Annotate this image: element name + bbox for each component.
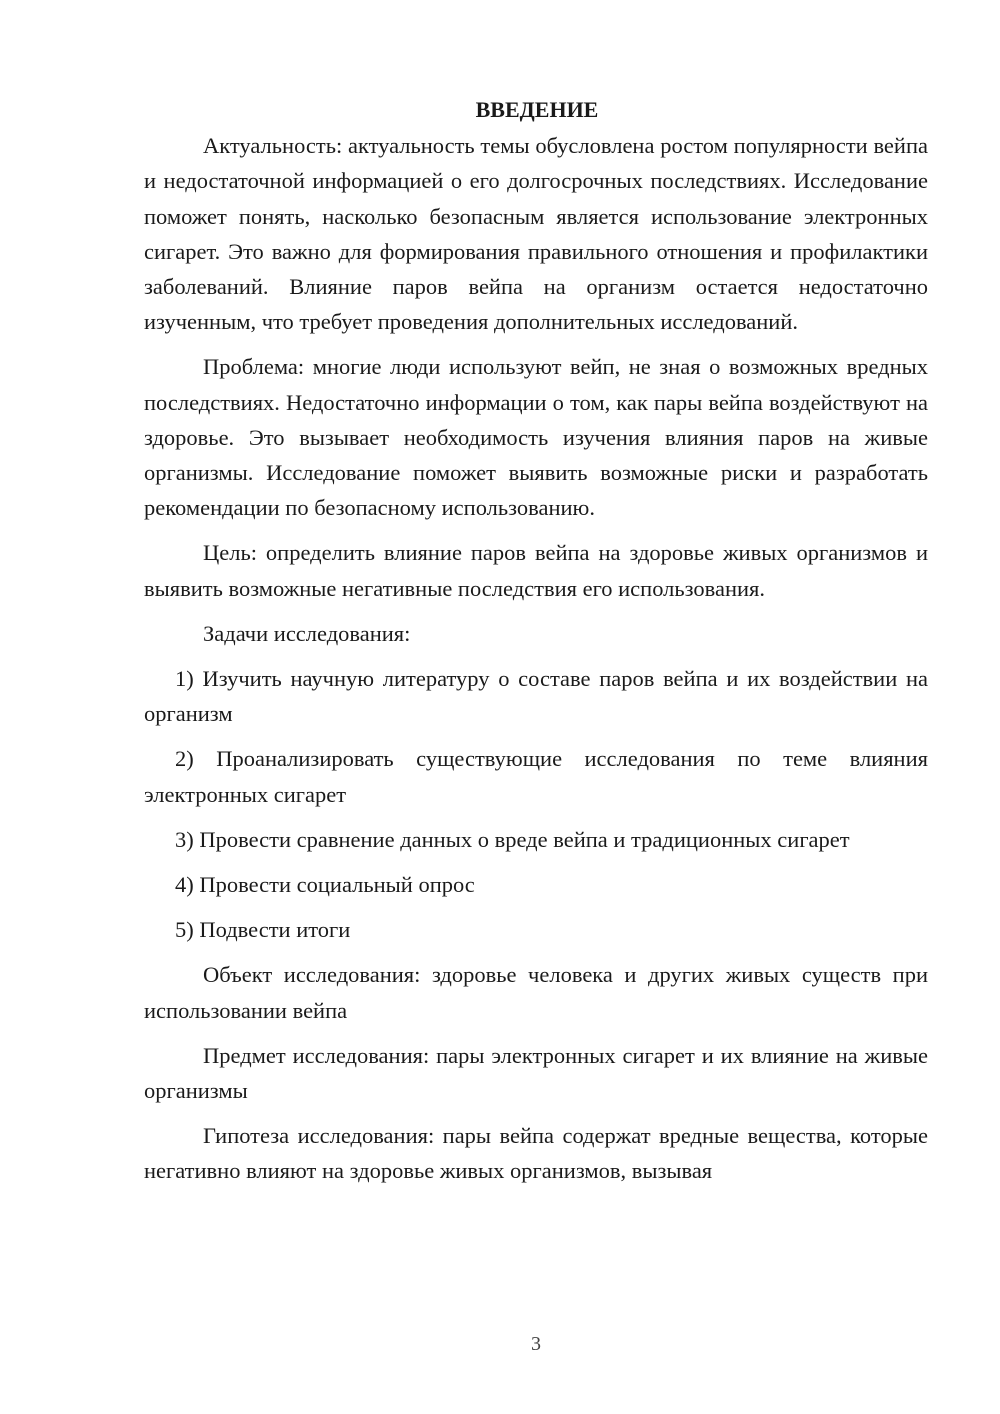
paragraph-subject: Предмет исследования: пары электронных сигарет и их влияние на живые организмы [144,1042,928,1104]
tasks-title: Задачи исследования: [203,620,411,646]
list-item: 2) Проанализировать существующие исследования по теме влияния электронных сигарет [144,746,928,807]
list-item: 5) Подвести итоги [175,917,351,943]
list-item: 4) Провести социальный опрос [175,872,475,898]
page-title: ВВЕДЕНИЕ [475,97,599,122]
paragraph-goal: Цель: определить влияние паров вейпа на здоровье живых организмов и выявить возможные негативные последствия его использования. [144,540,928,601]
list-item: 3) Провести сравнение данных о вреде вейпа и традиционных сигарет [175,826,850,852]
document-page [144,92,928,1199]
list-item: 1) Изучить научную литературу о составе паров вейпа и их воздействии на организм [144,666,928,727]
paragraph-relevance: Актуальность: актуальность темы обусловлена ростом популярности вейпа и недостаточной информацией о его долгосрочных последствиях. Исследование поможет понять, насколько безопасным является использование электронных сигарет. Это важно для формирования правильного отношения и профилактики заболеваний. Влияние паров вейпа на организм остается недостаточно изученным, что требует проведения дополнительных исследований. [144,133,928,335]
paragraph-problem: Проблема: многие люди используют вейп, не зная о возможных вредных последствиях. Недостаточно информации о том, как пары вейпа воздействуют на здоровье. Это вызывает необходимость изучения влияния паров на живые организмы. Исследование поможет выявить возможные риски и разработать рекомендации по безопасному использованию. [144,354,928,521]
tasks-list [144,661,928,947]
paragraph-object: Объект исследования: здоровье человека и других живых существ при использовании вейпа [144,962,928,1023]
page-number: 3 [531,1333,541,1355]
paragraph-hypothesis: Гипотеза исследования: пары вейпа содержат вредные вещества, которые негативно влияют на здоровье живых организмов, вызывая [144,1123,928,1184]
